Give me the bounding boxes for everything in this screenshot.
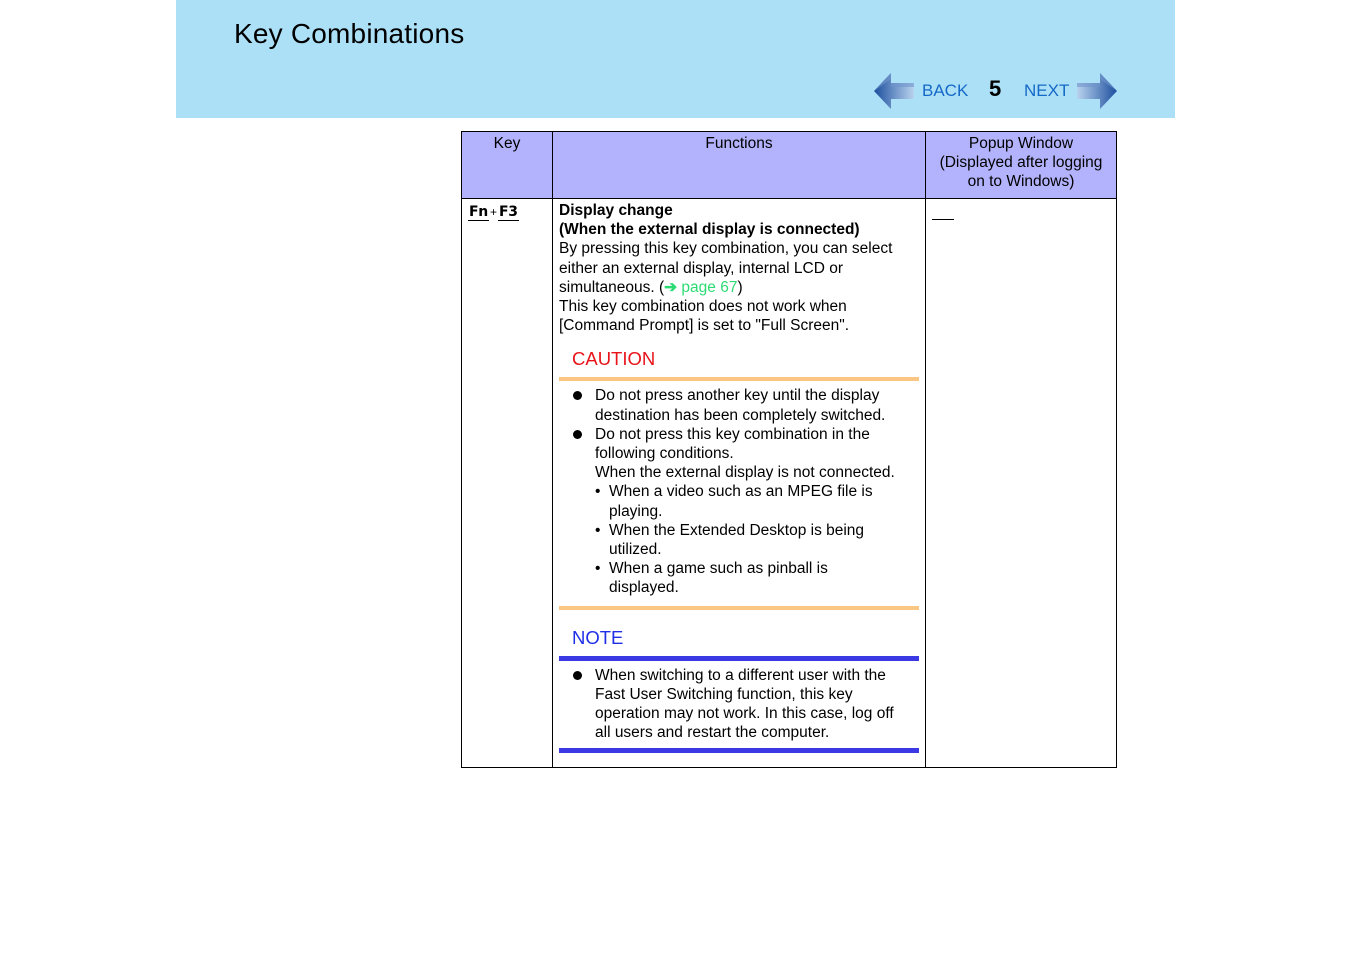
table-row [462, 199, 1117, 768]
function-subtitle: (When the external display is connected) [559, 221, 860, 239]
bullet-line: Do not press this key combination in the [595, 425, 870, 443]
bullet-line: When switching to a different user with the [595, 666, 886, 684]
caution-heading: CAUTION [572, 348, 656, 370]
sub-bullet-icon: • [595, 521, 601, 539]
popup-cell [926, 199, 1117, 768]
sub-bullet-line: When a game such as pinball is [609, 560, 828, 578]
functions-cell [553, 199, 926, 768]
header-popup-window [926, 132, 1117, 199]
function-desc-line [559, 278, 919, 297]
sub-bullet-icon: • [595, 560, 601, 578]
function-desc-line: [Command Prompt] is set to "Full Screen". [559, 317, 850, 335]
key-cell [462, 199, 553, 768]
bullet-icon [573, 671, 582, 680]
note-bullet [559, 666, 919, 743]
header-popup-line: on to Windows) [967, 173, 1075, 191]
sub-bullet-line: utilized. [609, 541, 662, 559]
caution-bullet [559, 386, 919, 424]
bullet-line: destination has been completely switched. [595, 406, 886, 424]
key-plus: + [489, 205, 497, 219]
sub-bullet-line: displayed. [609, 579, 679, 597]
caution-rule-top [559, 377, 919, 381]
key-combinations-table [461, 131, 1117, 768]
no-popup-dash [932, 209, 954, 220]
caution-sub-bullet [559, 521, 919, 559]
caution-bullet [559, 425, 919, 483]
function-desc-line: either an external display, internal LCD or [559, 259, 844, 277]
header-functions: Functions [553, 132, 926, 199]
sub-bullet-line: When the Extended Desktop is being [609, 521, 865, 539]
caution-sub-bullet [559, 559, 919, 597]
bullet-line: Fast User Switching function, this key [595, 685, 853, 703]
bullet-icon [573, 391, 582, 400]
header-popup-line: Popup Window [968, 135, 1074, 152]
caution-rule-bottom [559, 606, 919, 610]
page-title: Key Combinations [234, 18, 465, 49]
header-banner [176, 0, 1175, 118]
function-title: Display change [559, 202, 673, 219]
header-key: Key [462, 132, 553, 199]
function-desc-line: By pressing this key combination, you can select [559, 240, 893, 258]
fn-key: Fn [469, 204, 488, 220]
sub-bullet-icon: • [595, 483, 601, 501]
bullet-line: all users and restart the computer. [595, 724, 830, 742]
caution-sub-bullet [559, 482, 919, 520]
page-number: 5 [989, 76, 1002, 101]
function-desc-line: This key combination does not work when [559, 298, 847, 316]
bullet-line: following conditions. [595, 445, 734, 463]
bullet-line: operation may not work. In this case, log off [595, 705, 894, 723]
page-link[interactable]: page 67 [677, 278, 738, 296]
next-link[interactable]: NEXT [1024, 81, 1070, 100]
bullet-line: When the external display is not connected. [595, 464, 895, 482]
f3-key: F3 [498, 204, 518, 220]
right-arrow-icon[interactable] [1076, 72, 1118, 110]
bullet-icon [573, 430, 582, 439]
table-header-row [462, 132, 1117, 199]
header-popup-line: (Displayed after logging [939, 154, 1103, 172]
page-navigation [873, 70, 1123, 110]
left-arrow-icon[interactable] [873, 72, 915, 110]
sub-bullet-line: playing. [609, 502, 663, 520]
note-rule-top [559, 656, 919, 661]
desc-text: ) [737, 278, 743, 296]
desc-text: simultaneous. ( [559, 278, 665, 296]
arrow-right-icon[interactable]: ➔ [664, 278, 678, 296]
note-heading: NOTE [572, 626, 624, 648]
note-rule-bottom [559, 748, 919, 753]
bullet-line: Do not press another key until the display [595, 387, 880, 405]
back-link[interactable]: BACK [922, 81, 969, 100]
sub-bullet-line: When a video such as an MPEG file is [609, 483, 873, 501]
